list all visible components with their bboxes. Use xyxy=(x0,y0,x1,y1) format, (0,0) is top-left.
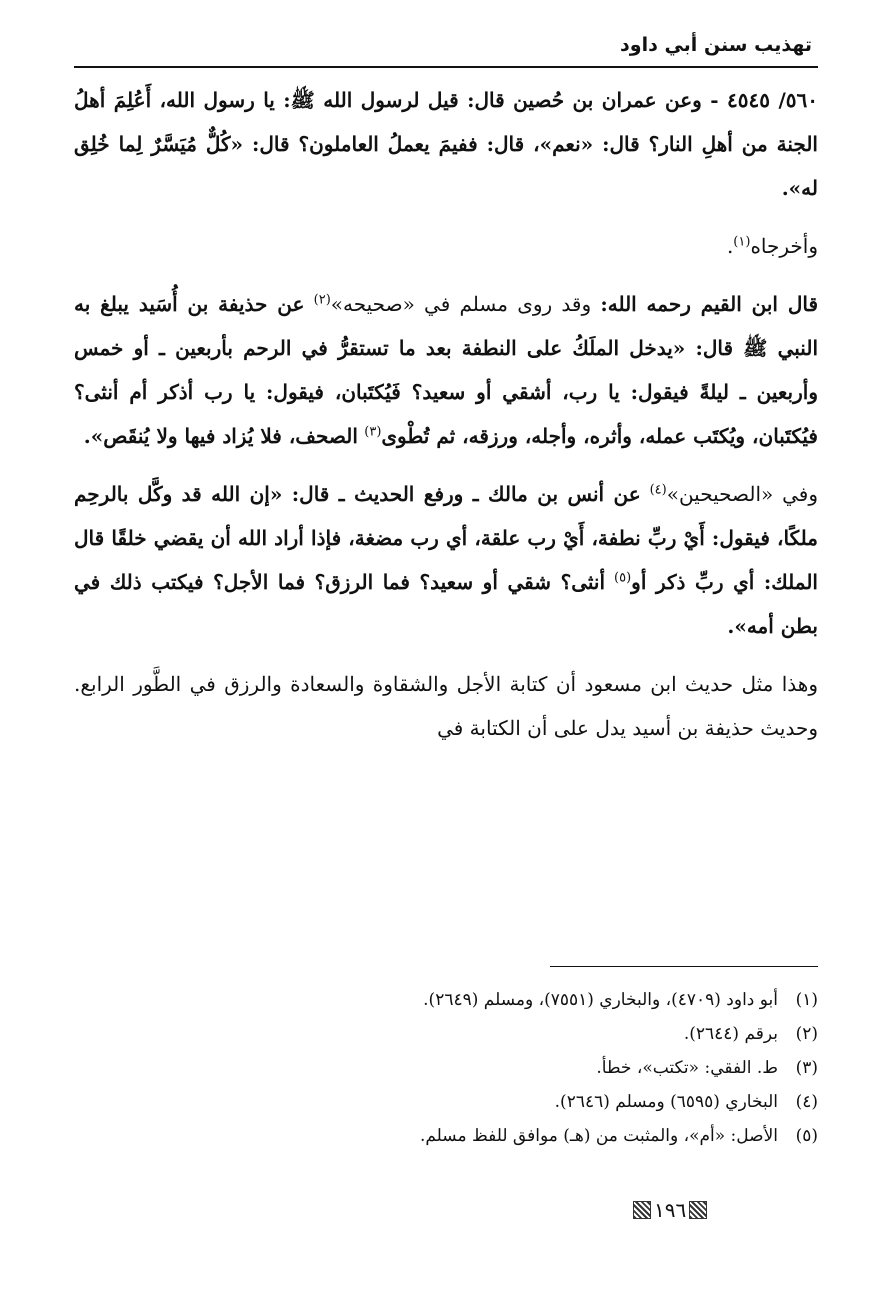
para3-text: وهذا مثل حديث ابن مسعود أن كتابة الأجل والشقاوة والسعادة والرزق في الطَّور الرابع. وحديث حذيفة بن أسيد يدل على أن الكتابة في xyxy=(74,672,818,740)
footnote-item xyxy=(74,983,818,1017)
footnote-text: أبو داود (٤٧٠٩)، والبخاري (٧٥٥١)، ومسلم (٢٦٤٩). xyxy=(423,990,778,1010)
para2-c: أنثى؟ شقي أو سعيد؟ فما الرزق؟ فما الأجل؟ فيكتب ذلك في بطن أمه». xyxy=(74,570,818,638)
footnote-number: (٤) xyxy=(795,1092,818,1112)
para1-a: وقد روى مسلم في «صحيحه» xyxy=(330,292,592,316)
footnote-item xyxy=(74,1085,818,1119)
footnote-ref-5: (٥) xyxy=(614,570,632,586)
takhrij-paragraph: وأخرجاه$^{(١)}$. xyxy=(726,234,818,258)
footnote-ref-2: (٢) xyxy=(313,292,331,308)
footnote-item xyxy=(74,1017,818,1051)
footnote-item xyxy=(74,1119,818,1153)
commentary-paragraph xyxy=(74,662,818,750)
footnote-text: الأصل: «أم»، والمثبت من (هـ) موافق للفظ مسلم. xyxy=(419,1126,778,1146)
hadith-text: وعن عمران بن حُصين قال: قيل لرسول الله ﷺ: يا رسول الله، أَعُلِمَ أهلُ الجنة من أهلِ النار؟ قال: «نعم»، قال: ففيمَ يعملُ العاملون؟ قال: «كُلٌّ مُيَسَّرٌ لِما خُلِق له». xyxy=(74,88,818,200)
ornament-icon xyxy=(689,1201,707,1219)
footnote-ref-3: (٣) xyxy=(364,424,382,440)
sahihayn-paragraph xyxy=(74,472,818,648)
para1-c: الصحف، فلا يُزاد فيها ولا يُنقَص». xyxy=(83,424,358,448)
para2-a: وفي «الصحيحين» xyxy=(666,482,819,506)
footnote-text: برقم (٢٦٤٤). xyxy=(683,1024,778,1044)
header-title: تهذيب سنن أبي داود xyxy=(620,34,812,56)
ornament-icon xyxy=(633,1201,651,1219)
hadith-number: ٥٦٠/ ٤٥٤٥ - xyxy=(710,88,818,112)
footnote-ref-4: (٤) xyxy=(649,482,667,498)
ibn-qayyim-paragraph xyxy=(74,282,818,458)
footnote-item xyxy=(74,1051,818,1085)
footnote-number: (٣) xyxy=(795,1058,818,1078)
para2-b: عن أنس بن مالك ـ ورفع الحديث ـ قال: «إن الله قد وكَّل بالرحِم ملكًا، فيقول: أَيْ ربِّ نطفة، أَيْ رب علقة، أي رب مضغة، فإذا أراد الله أن يقضي خلقًا قال الملك: أي ربِّ ذكر أو xyxy=(74,482,818,594)
footnote-ref-1: (١) xyxy=(733,234,751,250)
running-header xyxy=(74,28,818,68)
para1-b: عن حذيفة بن أُسَيد يبلغ به النبي ﷺ قال: «يدخل الملَكُ على النطفة بعد ما تستقرُّ في الرحم بأربعين ـ أو خمس وأربعين ـ ليلةً فيقول: يا رب، أشقي أو سعيد؟ فَيُكتَبان، فيقول: يا رب أذكر أم أنثى؟ فيُكتَبان، ويُكتَب عمله، وأثره، وأجله، ورزقه، ثم تُطْوى xyxy=(74,292,818,448)
takhrij-text: وأخرجاه xyxy=(750,234,818,258)
footnote-text: البخاري (٦٥٩٥) ومسلم (٢٦٤٦). xyxy=(554,1092,778,1112)
footnote-separator xyxy=(550,966,818,967)
page-number-area xyxy=(630,1198,710,1222)
footnotes xyxy=(74,983,818,1153)
footnote-number: (١) xyxy=(795,990,818,1010)
footnote-number: (٢) xyxy=(795,1024,818,1044)
ibn-qayyim-intro: قال ابن القيم رحمه الله: xyxy=(600,292,819,316)
main-text xyxy=(74,78,818,750)
page-number: ١٩٦ xyxy=(654,1198,687,1222)
book-page xyxy=(74,28,818,1263)
footnote-number: (٥) xyxy=(795,1126,818,1146)
hadith-paragraph xyxy=(74,78,818,210)
header-rule xyxy=(74,66,818,68)
footnote-text: ط. الفقي: «تكتب»، خطأ. xyxy=(596,1058,778,1078)
